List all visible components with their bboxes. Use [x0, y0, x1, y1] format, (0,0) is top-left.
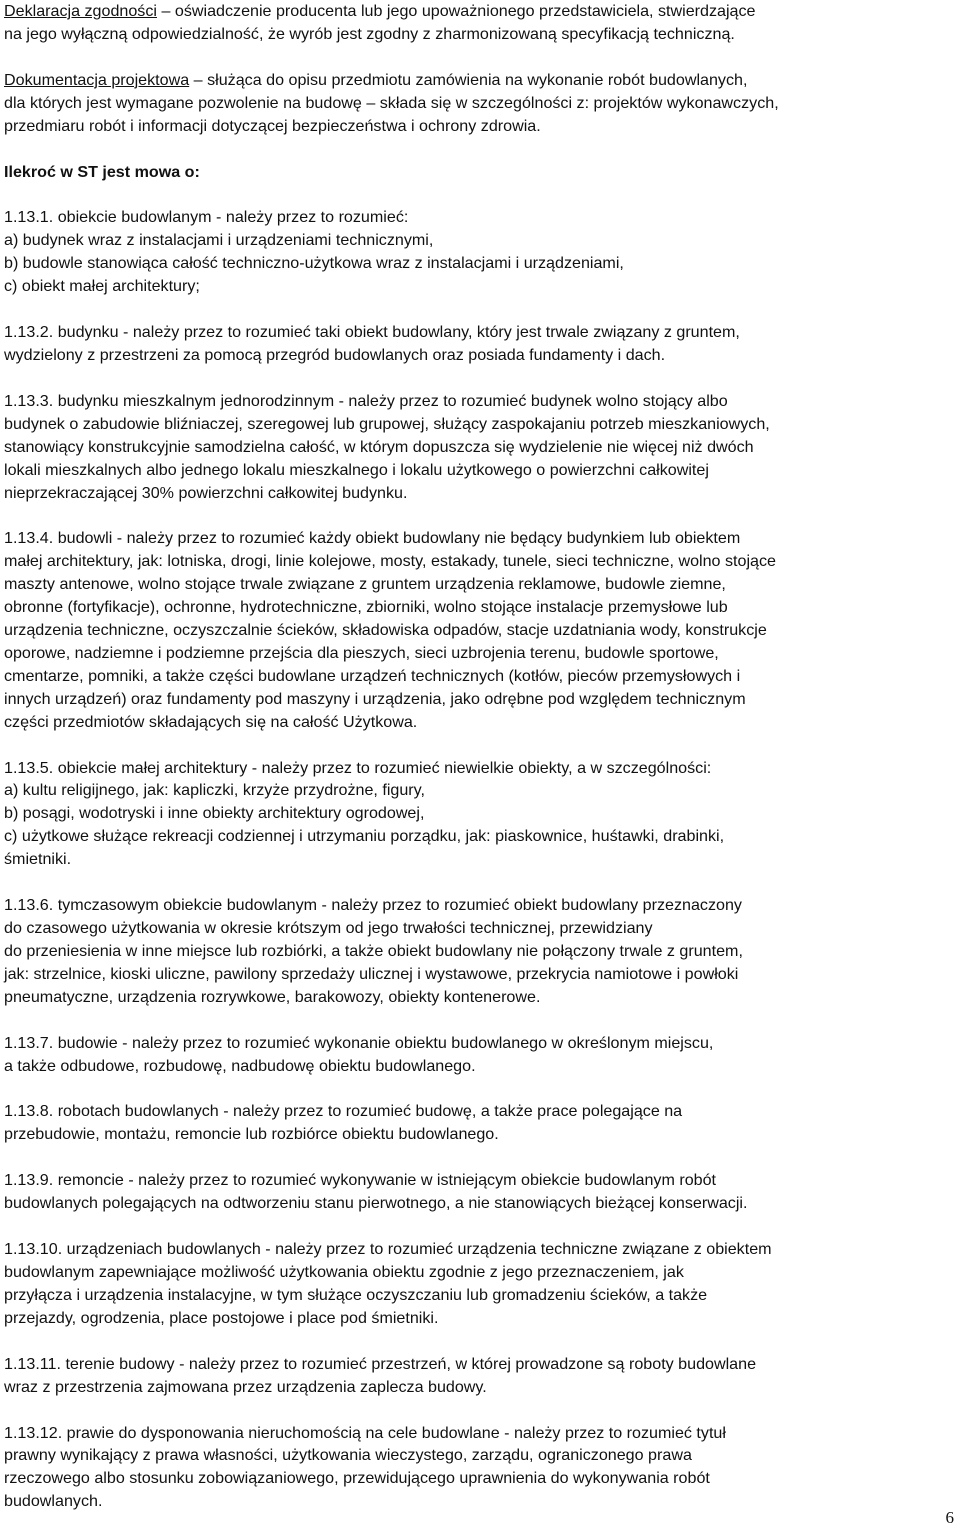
text-line: 1.13.9. remoncie - należy przez to rozumieć wykonywanie w istniejącym obiekcie budowlanym robót — [4, 1171, 717, 1190]
definition-paragraph — [4, 1353, 950, 1399]
text-line: wraz z przestrzenia zajmowana przez urządzenia zaplecza budowy. — [4, 1377, 487, 1396]
document-page — [4, 0, 950, 1536]
text-line: 1.13.2. budynku - należy przez to rozumieć taki obiekt budowlany, który jest trwale związany z gruntem, — [4, 323, 740, 342]
definition-paragraph — [4, 1169, 950, 1215]
term-description: – oświadczenie producenta lub jego upoważnionego przedstawiciela, stwierdzające — [156, 2, 756, 20]
text-line: nieprzekraczającej 30% powierzchni całkowitej budynku. — [4, 483, 408, 502]
definition-paragraph — [4, 390, 950, 505]
text-line: na jego wyłączną odpowiedzialność, że wyrób jest zgodny z zharmonizowaną specyfikacją techniczną. — [4, 24, 735, 43]
text-line: dla których jest wymagane pozwolenie na budowę – składa się w szczególności z: projektów wykonawczych, — [4, 93, 779, 112]
text-line: cmentarze, pomniki, a także części budowlane urządzeń technicznych (kotłów, pieców przemysłowych i — [4, 666, 741, 685]
text-line: 1.13.7. budowie - należy przez to rozumieć wykonanie obiektu budowlanego w określonym miejscu, — [4, 1033, 714, 1052]
text-line: 1.13.11. terenie budowy - należy przez to rozumieć przestrzeń, w której prowadzone są roboty budowlane — [4, 1354, 757, 1373]
definition-paragraph — [4, 321, 950, 367]
text-line: 1.13.10. urządzeniach budowlanych - należy przez to rozumieć urządzenia techniczne związane z obiektem — [4, 1240, 772, 1259]
text-line: obronne (fortyfikacje), ochronne, hydrotechniczne, zbiorniki, wolno stojące instalacje przemysłowe lub — [4, 598, 728, 617]
definition-paragraph — [4, 894, 950, 1009]
text-line: stanowiący konstrukcyjnie samodzielna całość, w którym dopuszcza się wydzielenie nie więcej niż dwóch — [4, 437, 754, 456]
text-line: a także odbudowe, rozbudowę, nadbudowę obiektu budowlanego. — [4, 1056, 476, 1075]
text-line: oporowe, nadziemne i podziemne przejścia dla pieszych, sieci uzbrojenia terenu, budowle sportowe, — [4, 643, 719, 662]
text-line: budynek o zabudowie bliźniaczej, szeregowej lub grupowej, służący zaspokajaniu potrzeb mieszkaniowych, — [4, 414, 770, 433]
text-line: prawny wynikający z prawa własności, użytkowania wieczystego, zarządu, ograniczonego prawa — [4, 1446, 692, 1465]
text-line: 1.13.8. robotach budowlanych - należy przez to rozumieć budowę, a także prace polegające na — [4, 1102, 683, 1121]
term-deklaracja-zgodnosci: Deklaracja zgodności — [4, 2, 157, 20]
text-line: przebudowie, montażu, remoncie lub rozbiórce obiektu budowlanego. — [4, 1125, 499, 1144]
text-line: pneumatyczne, urządzenia rozrywkowe, barakowozy, obiekty kontenerowe. — [4, 987, 541, 1006]
definition-paragraph — [4, 1100, 950, 1146]
definition-paragraph — [4, 757, 950, 872]
text-line: 1.13.3. budynku mieszkalnym jednorodzinnym - należy przez to rozumieć budynek wolno stojący albo — [4, 391, 728, 410]
definition-deklaracja-zgodnosci — [4, 0, 950, 46]
text-line: a) budynek wraz z instalacjami i urządzeniami technicznymi, — [4, 231, 434, 250]
text-line: b) budowle stanowiąca całość techniczno-użytkowa wraz z instalacjami i urządzeniami, — [4, 254, 624, 273]
text-line — [4, 69, 950, 92]
text-line: budowlanym zapewniające możliwość użytkowania obiektu zgodnie z jego przeznaczeniem, jak — [4, 1262, 684, 1281]
text-line: innych urządzeń) oraz fundamenty pod maszyny i urządzenia, jako odrębne pod względem technicznym — [4, 689, 746, 708]
definition-paragraph — [4, 206, 950, 298]
text-line: maszty antenowe, wolno stojące trwale związane z gruntem urządzenia reklamowe, budowle ziemne, — [4, 575, 726, 594]
text-line: a) kultu religijnego, jak: kapliczki, krzyże przydrożne, figury, — [4, 781, 425, 800]
definition-dokumentacja-projektowa — [4, 69, 950, 138]
text-line: wydzielony z przestrzeni za pomocą przegród budowlanych oraz posiada fundamenty i dach. — [4, 345, 666, 364]
text-line: części przedmiotów składających się na całość Użytkowa. — [4, 712, 418, 731]
text-line: do przeniesienia w inne miejsce lub rozbiórki, a także obiekt budowlany nie połączony trwale z gruntem, — [4, 941, 743, 960]
term-description: – służąca do opisu przedmiotu zamówienia na wykonanie robót budowlanych, — [189, 70, 748, 89]
text-line: jak: strzelnice, kioski uliczne, pawilony sprzedaży ulicznej i wystawowe, przekrycia namiotowe i powłoki — [4, 964, 739, 983]
term-dokumentacja-projektowa: Dokumentacja projektowa — [4, 70, 190, 89]
text-line: przyłącza i urządzenia instalacyjne, w tym służące oczyszczaniu lub gromadzeniu ścieków, a także — [4, 1285, 708, 1304]
text-line: 1.13.1. obiekcie budowlanym - należy przez to rozumieć: — [4, 208, 409, 227]
text-line: małej architektury, jak: lotniska, drogi, linie kolejowe, mosty, estakady, tunele, sieci techniczne, wolno stojące — [4, 552, 776, 571]
text-line: b) posągi, wodotryski i inne obiekty architektury ogrodowej, — [4, 804, 425, 823]
text-line: urządzenia techniczne, oczyszczalnie ścieków, składowiska odpadów, stacje uzdatniania wody, konstrukcje — [4, 621, 767, 640]
text-line: śmietniki. — [4, 850, 72, 869]
definition-paragraph — [4, 1238, 950, 1330]
text-line: 1.13.4. budowli - należy przez to rozumieć każdy obiekt budowlany nie będący budynkiem lub obiektem — [4, 529, 741, 548]
text-line: budowlanych polegających na odtworzeniu stanu pierwotnego, a nie stanowiących bieżącej konserwacji. — [4, 1194, 748, 1213]
section-heading: Ilekroć w ST jest mowa o: — [4, 162, 200, 181]
text-line: do czasowego użytkowania w okresie krótszym od jego trwałości technicznej, przewidziany — [4, 919, 653, 937]
text-line: c) użytkowe służące rekreacji codziennej i utrzymaniu porządku, jak: piaskownice, huśtawki, drabinki, — [4, 827, 725, 846]
text-line — [4, 0, 950, 23]
text-line: przejazdy, ogrodzenia, place postojowe i place pod śmietniki. — [4, 1308, 439, 1327]
text-line: 1.13.6. tymczasowym obiekcie budowlanym - należy przez to rozumieć obiekt budowlany przeznaczony — [4, 896, 742, 915]
definition-paragraph — [4, 527, 950, 733]
page-number: 6 — [945, 1508, 954, 1527]
definition-paragraph — [4, 1422, 950, 1514]
text-line: przedmiaru robót i informacji dotyczącej bezpieczeństwa i ochrony zdrowia. — [4, 116, 541, 135]
text-line: budowlanych. — [4, 1492, 103, 1511]
text-line: 1.13.5. obiekcie małej architektury - należy przez to rozumieć niewielkie obiekty, a w szczególności: — [4, 758, 712, 777]
definition-paragraph — [4, 1032, 950, 1078]
text-line: 1.13.12. prawie do dysponowania nieruchomością na cele budowlane - należy przez to rozumieć tytuł — [4, 1423, 726, 1442]
text-line: lokali mieszkalnych albo jednego lokalu mieszkalnego i lokalu użytkowego o powierzchni całkowitej — [4, 460, 709, 479]
text-line: rzeczowego albo stosunku zobowiązaniowego, przewidującego uprawnienia do wykonywania robót — [4, 1469, 710, 1488]
definitions-list — [4, 206, 950, 1513]
text-line: c) obiekt małej architektury; — [4, 277, 200, 296]
